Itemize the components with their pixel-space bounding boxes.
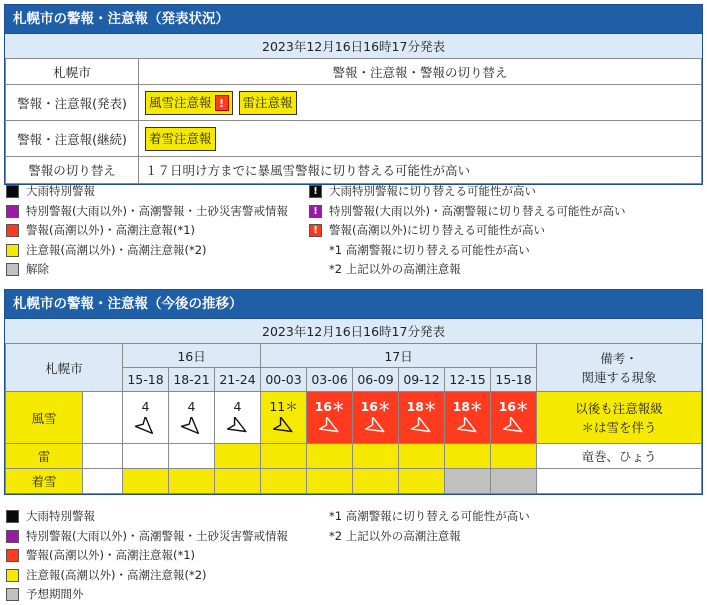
- period-header: 15-18: [123, 368, 169, 392]
- legend-item: [6, 260, 288, 280]
- warning-badge-wind-snow[interactable]: [145, 91, 233, 115]
- forecast-cell-thunder: [491, 444, 537, 469]
- remark-snow-accretion: [537, 469, 702, 494]
- period-header: 03-06: [307, 368, 353, 392]
- color-swatch: [6, 244, 19, 257]
- legend-item: [6, 221, 288, 241]
- legend-note: [309, 527, 530, 547]
- area-header: 札幌市: [6, 344, 123, 392]
- period-header: 15-18: [491, 368, 537, 392]
- forecast-cell-thunder: [307, 444, 353, 469]
- status-table: [5, 58, 702, 184]
- remark-wind-snow: [537, 392, 702, 444]
- blank-cell: [83, 392, 123, 444]
- forecast-panel-title: 札幌市の警報・注意報（今後の推移）: [5, 290, 702, 318]
- wind-direction-arrow-icon: [273, 417, 295, 437]
- forecast-cell-snow-accretion: [215, 469, 261, 494]
- legend-label: 解除: [26, 262, 49, 276]
- legend-label: 大雨特別警報に切り替える可能性が高い: [329, 184, 536, 198]
- wind-speed-value: 16＊: [360, 398, 391, 414]
- forecast-cell-thunder: [169, 444, 215, 469]
- remarks-header: [537, 344, 702, 392]
- color-swatch: [6, 530, 19, 543]
- forecast-cell-snow-accretion: [445, 469, 491, 494]
- legend-label: 警報(高潮以外)に切り替える可能性が高い: [329, 223, 545, 237]
- wind-speed-value: 16＊: [498, 398, 529, 414]
- legend-label: 特別警報(大雨以外)・高潮警報に切り替える可能性が高い: [329, 203, 626, 218]
- forecast-cell-wind-snow: [215, 392, 261, 444]
- period-header: 00-03: [261, 368, 307, 392]
- forecast-cell-thunder: [123, 444, 169, 469]
- period-header: 21-24: [215, 368, 261, 392]
- forecast-cell-wind-snow: [399, 392, 445, 444]
- period-header: 06-09: [353, 368, 399, 392]
- remarks-header-line2: 関連する現象: [581, 369, 657, 385]
- legend-label: *1 高潮警報に切り替える可能性が高い: [329, 242, 530, 257]
- legend-note: [309, 260, 625, 280]
- forecast-cell-wind-snow: [491, 392, 537, 444]
- wind-direction-arrow-icon: [457, 417, 479, 437]
- escalation-icon: !: [309, 185, 322, 198]
- color-swatch: [6, 549, 19, 562]
- continued-warnings-cell: [139, 121, 702, 157]
- row-label-switch: 警報の切り替え: [6, 157, 139, 184]
- legend-bottom-left: [6, 507, 288, 605]
- wind-direction-arrow-icon: [135, 417, 157, 437]
- forecast-cell-snow-accretion: [169, 469, 215, 494]
- legend-top-left: [6, 182, 288, 280]
- legend-label: *1 高潮警報に切り替える可能性が高い: [329, 509, 530, 523]
- forecast-cell-snow-accretion: [353, 469, 399, 494]
- legend-label: *2 上記以外の高潮注意報: [329, 528, 461, 543]
- wind-direction-arrow-icon: [411, 417, 433, 437]
- forecast-cell-wind-snow: [307, 392, 353, 444]
- forecast-panel: [4, 289, 703, 495]
- content-header: 警報・注意報・警報の切り替え: [139, 59, 702, 85]
- day-header-17: 17日: [261, 344, 537, 368]
- legend-item: [309, 202, 625, 222]
- legend-label: 警報(高潮以外)・高潮注意報(*1): [26, 548, 196, 562]
- forecast-cell-wind-snow: [169, 392, 215, 444]
- period-header: 18-21: [169, 368, 215, 392]
- forecast-cell-wind-snow: [353, 392, 399, 444]
- day-header-16: 16日: [123, 344, 261, 368]
- remark-line: ＊は雪を伴う: [581, 419, 657, 435]
- forecast-cell-snow-accretion: [399, 469, 445, 494]
- badge-label: 風雪注意報: [149, 94, 212, 110]
- element-label-wind-snow: 風雪: [6, 392, 83, 444]
- legend-label: 大雨特別警報: [26, 184, 95, 198]
- legend-label: 予想期間外: [26, 587, 84, 601]
- forecast-cell-thunder: [215, 444, 261, 469]
- row-label-issued: 警報・注意報(発表): [6, 85, 139, 121]
- legend-label: 警報(高潮以外)・高潮注意報(*1): [26, 223, 196, 237]
- forecast-cell-snow-accretion: [307, 469, 353, 494]
- remarks-header-line1: 備考・: [600, 350, 638, 366]
- legend-label: 注意報(高潮以外)・高潮注意報(*2): [26, 242, 207, 257]
- period-header: 12-15: [445, 368, 491, 392]
- blank-cell: [83, 444, 123, 469]
- legend-label: *2 上記以外の高潮注意報: [329, 262, 461, 276]
- escalation-icon: !: [309, 205, 322, 218]
- status-panel: [4, 4, 703, 185]
- forecast-cell-wind-snow: [261, 392, 307, 444]
- issued-warnings-cell: [139, 85, 702, 121]
- color-swatch: [6, 510, 19, 523]
- legend-label: 特別警報(大雨以外)・高潮警報・土砂災害警戒情報: [26, 528, 288, 543]
- legend-label: 大雨特別警報: [26, 509, 95, 523]
- period-header: 09-12: [399, 368, 445, 392]
- color-swatch: [6, 224, 19, 237]
- forecast-cell-snow-accretion: [123, 469, 169, 494]
- legend-item: [6, 241, 288, 261]
- status-issued-time: 2023年12月16日16時17分発表: [5, 33, 702, 58]
- forecast-cell-thunder: [399, 444, 445, 469]
- row-label-continued: 警報・注意報(継続): [6, 121, 139, 157]
- element-label-thunder: 雷: [6, 444, 83, 469]
- wind-direction-arrow-icon: [365, 417, 387, 437]
- forecast-cell-wind-snow: [445, 392, 491, 444]
- color-swatch: [6, 569, 19, 582]
- wind-direction-arrow-icon: [503, 417, 525, 437]
- legend-item: [6, 566, 288, 586]
- area-header: 札幌市: [6, 59, 139, 85]
- legend-item: [6, 182, 288, 202]
- blank-cell: [83, 469, 123, 494]
- escalation-icon: !: [309, 224, 322, 237]
- color-swatch: [6, 588, 19, 601]
- wind-speed-value: 18＊: [452, 398, 483, 414]
- escalation-icon: !: [215, 95, 229, 111]
- switch-forecast-text: １７日明け方までに暴風雪警報に切り替える可能性が高い: [139, 157, 702, 184]
- legend-bottom-right: [309, 507, 530, 546]
- wind-speed-value: 4: [187, 398, 196, 414]
- wind-direction-arrow-icon: [181, 417, 203, 437]
- legend-top-right: [309, 182, 625, 280]
- legend-item: [309, 221, 625, 241]
- wind-speed-value: 11＊: [269, 398, 298, 414]
- legend-note: [309, 241, 625, 261]
- forecast-cell-thunder: [445, 444, 491, 469]
- legend-item: [6, 546, 288, 566]
- color-swatch: [6, 185, 19, 198]
- forecast-cell-snow-accretion: [261, 469, 307, 494]
- forecast-cell-thunder: [353, 444, 399, 469]
- color-swatch: [6, 263, 19, 276]
- legend-item: [6, 585, 288, 605]
- wind-speed-value: 16＊: [314, 398, 345, 414]
- warning-badge-snow-accretion[interactable]: 着雪注意報: [145, 127, 216, 151]
- legend-label: 注意報(高潮以外)・高潮注意報(*2): [26, 567, 207, 582]
- legend-note: [309, 507, 530, 527]
- status-panel-title: 札幌市の警報・注意報（発表状況）: [5, 5, 702, 33]
- forecast-issued-time: 2023年12月16日16時17分発表: [5, 318, 702, 343]
- forecast-cell-snow-accretion: [491, 469, 537, 494]
- legend-item: [6, 507, 288, 527]
- element-label-snow-accretion: 着雪: [6, 469, 83, 494]
- wind-speed-value: 18＊: [406, 398, 437, 414]
- forecast-cell-wind-snow: [123, 392, 169, 444]
- forecast-table: [5, 343, 702, 494]
- wind-speed-value: 4: [141, 398, 150, 414]
- legend-item: [309, 182, 625, 202]
- legend-label: 特別警報(大雨以外)・高潮警報・土砂災害警戒情報: [26, 203, 288, 218]
- legend-item: [6, 202, 288, 222]
- warning-badge-thunder[interactable]: 雷注意報: [239, 91, 297, 115]
- remark-thunder: 竜巻、ひょう: [537, 444, 702, 469]
- remark-line: 以後も注意報級: [575, 400, 663, 416]
- forecast-cell-thunder: [261, 444, 307, 469]
- wind-direction-arrow-icon: [227, 417, 249, 437]
- color-swatch: [6, 205, 19, 218]
- wind-direction-arrow-icon: [319, 417, 341, 437]
- legend-item: [6, 527, 288, 547]
- wind-speed-value: 4: [233, 398, 242, 414]
